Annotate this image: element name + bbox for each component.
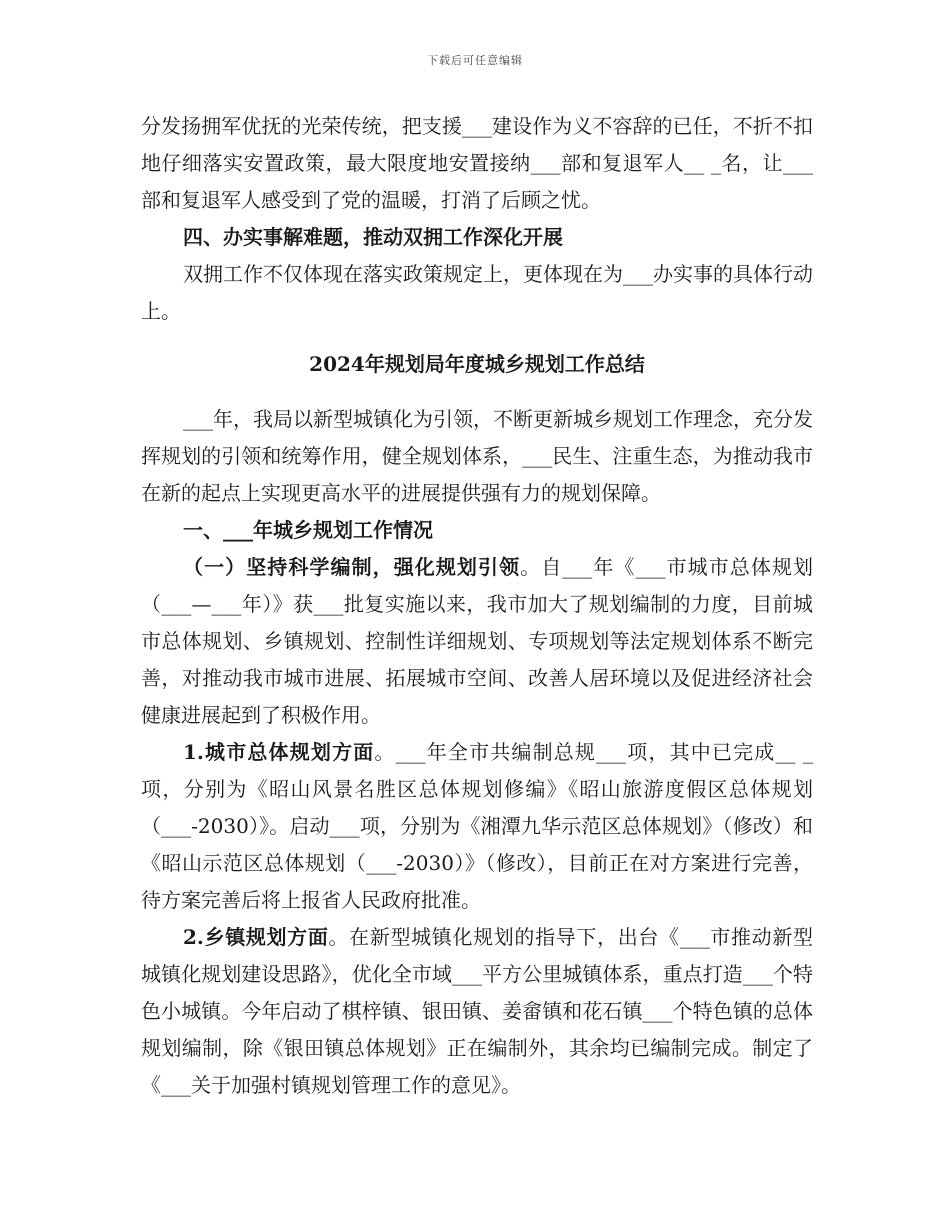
page-header: 下载后可任意编辑 [427, 54, 523, 67]
document-title: 2024年规划局年度城乡规划工作总结 [309, 352, 645, 376]
paragraph-text: 。在新型城镇化规划的指导下，出台《___市推动新型城镇化规划建设思路》，优化全市域___平方公里城镇体系，重点打造___个特色小城镇。今年启动了棋梓镇、银田镇、姜畲镇和花石镇___个特色镇的总体规划编制，除《银田镇总体规划》正在编制外，其余均已编制完成。制定了《___关于加强村镇规划管理工作的意见》。 [141, 925, 813, 1097]
paragraph-lead: 1.城市总体规划方面 [183, 740, 375, 764]
paragraph-lead: （一）坚持科学编制，强化规划引领 [183, 555, 521, 579]
paragraph: ___年，我局以新型城镇化为引领，不断更新城乡规划工作理念，充分发挥规划的引领和统筹作用，健全规划体系，___民生、注重生态，为推动我市在新的起点上实现更高水平的进展提供强有力的规划保障。 [141, 407, 813, 505]
document-body [141, 108, 813, 1104]
paragraph [141, 919, 813, 1104]
paragraph-text: 。___年全市共编制总规___项，其中已完成__ _项，分别为《昭山风景名胜区总体规划修编》《昭山旅游度假区总体规划（___-2030）》。启动___项，分别为《湘潭九华示范区总体规划》（修改）和《昭山示范区总体规划（___-2030）》（修改），目前正在对方案进行完善，待方案完善后将上报省人民政府批准。 [141, 740, 813, 912]
section-heading: 一、___年城乡规划工作情况 [183, 518, 433, 542]
paragraph [141, 549, 813, 734]
paragraph [141, 734, 813, 919]
paragraph: 分发扬拥军优抚的光荣传统，把支援___建设作为义不容辞的已任，不折不扣地仔细落实安置政策，最大限度地安置接纳___部和复退军人__ _名，让___部和复退军人感受到了党的温暖，打消了后顾之忧。 [141, 114, 813, 212]
paragraph-text: 。自___年《___市城市总体规划（___—___年）》获___批复实施以来，我市加大了规划编制的力度，目前城市总体规划、乡镇规划、控制性详细规划、专项规划等法定规划体系不断完善，对推动我市城市进展、拓展城市空间、改善人居环境以及促进经济社会健康进展起到了积极作用。 [141, 555, 814, 727]
paragraph: 双拥工作不仅体现在落实政策规定上，更体现在为___办实事的具体行动上。 [141, 262, 813, 323]
section-heading: 四、办实事解难题，推动双拥工作深化开展 [183, 225, 563, 249]
paragraph-lead: 2.乡镇规划方面 [183, 925, 329, 949]
